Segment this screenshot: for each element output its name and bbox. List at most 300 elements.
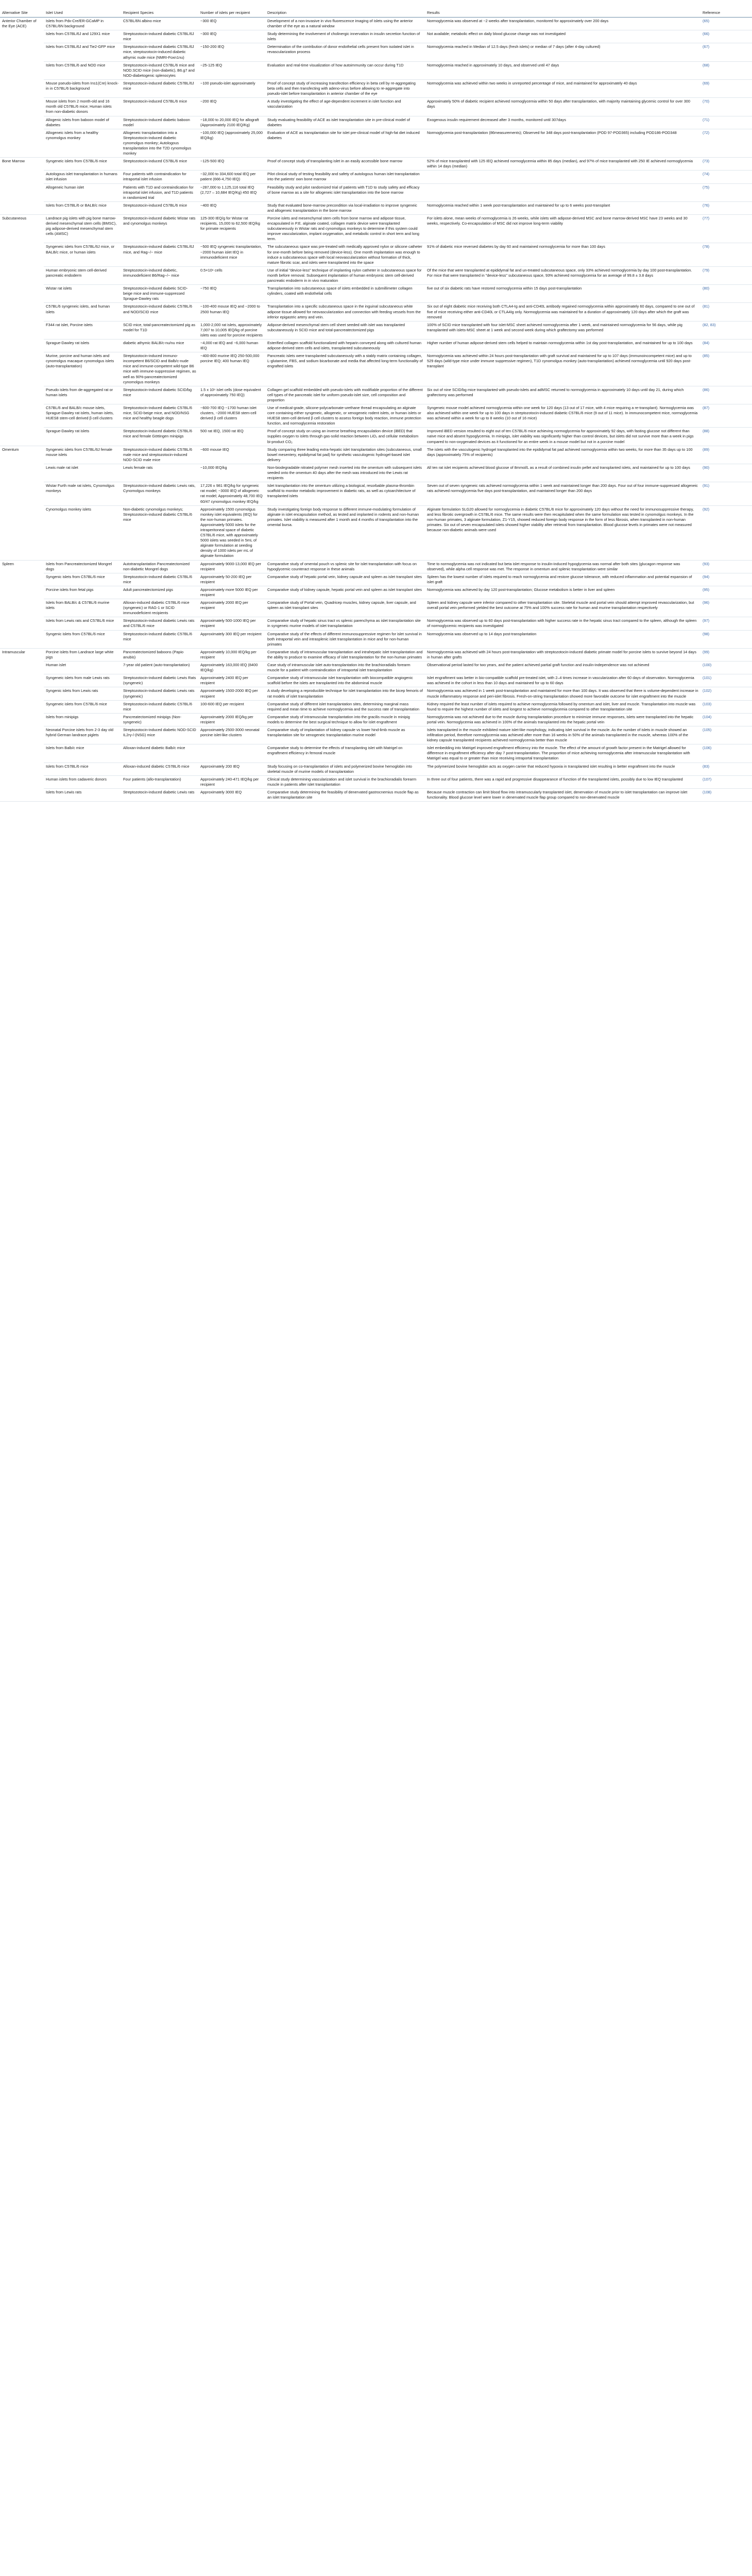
recipient-species-cell: Streptozotocin-induced diabetic Lewis rats and C57BL/6 mice [121,617,198,630]
table-row [0,321,752,339]
islet-used-cell: Islets from Lewis rats and C57BL/6 mice [44,617,121,630]
alternative-site-cell [0,171,44,183]
recipient-species-cell: Streptozotocin-induced C57BL/6 mice [121,98,198,116]
alternative-site-cell [0,428,44,446]
alternative-site-cell [0,266,44,284]
table-row [0,404,752,428]
number-of-islets-cell: 500 rat IEQ, 1500 rat IEQ [198,428,265,446]
description-cell: Islet transplantation into the omentum utilizing a biological, resorbable plasma-thrombin scaffold to monitor metabolic improvement in diabetic rats, as well as cytoarchitecture of transplanted islets [265,482,425,505]
alternative-site-cell [0,700,44,713]
alternative-site-cell [0,43,44,61]
recipient-species-cell: Streptozotocin-induced diabetic C57BL/6J mice [121,79,198,97]
table-row [0,129,752,157]
number-of-islets-cell: ~125-500 IEQ [198,158,265,171]
table-row [0,586,752,599]
reference-link[interactable]: (104) [700,713,752,726]
islet-used-cell: Syngeneic islets from C57BL/6 mice [44,158,121,171]
table-row [0,713,752,726]
description-cell: Adipose-derived mesenchymal stem cell sheet seeded with islet was transplanted subcutaneously in SCID mice and total-pancreatectomized pigs [265,321,425,339]
reference-link[interactable]: (68) [700,61,752,79]
table-row [0,243,752,266]
recipient-species-cell: Adult pancreatectomized pigs [121,586,198,599]
number-of-islets-cell: ~287,000 to 1,125,116 total IEQ (2,727 – 10,684 IEQ/Kg) 450 IEQ [198,183,265,201]
results-cell: Six out of nine SCID/bg mice transplanted with pseudo-islets and adMSC returned to normoglycemia in approximately 10 days until day 21, during which graftectomy was performed [425,386,700,404]
description-cell: Comparative study of intramuscular transplantation into the gracilis muscle in minipig models to determine the best surgical technique to allow for islet engraftment [265,713,425,726]
reference-link[interactable]: (96) [700,599,752,617]
table-row [0,560,752,573]
alternative-site-cell [0,762,44,775]
description-cell: Pilot clinical study of testing feasibility and safety of autologous human islet transplantation into the patients' own bone marrow [265,171,425,183]
table-row [0,61,752,79]
table-row [0,464,752,482]
alternative-site-cell [0,464,44,482]
reference-link[interactable]: (77) [700,215,752,243]
description-cell: Determination of the contribution of donor endothelial cells present from isolated islet in revascularization process [265,43,425,61]
table-row [0,505,752,560]
alternative-site-cell [0,630,44,648]
islet-used-cell: Mouse pseudo-islets from Ins1(Cre) knock-in in C57BL/6 background [44,79,121,97]
description-cell: Porcine islets and mesenchymal stem cells from bone marrow and adipose tissue, encapsulated in P.E. alginate coated, collagen matrix device were transplanted subcutaneously in Wistar rats and cynomolgus monkeys to determine if this system could improve vascularization, implant oxygenation, and metabolic control in short term and long term. [265,215,425,243]
reference-link[interactable]: (103) [700,700,752,713]
results-cell: Not available; metabolic effect on daily blood glucose change was not investigated [425,30,700,43]
table-row [0,630,752,648]
alternative-site-cell [0,201,44,214]
reference-link[interactable]: (93) [700,560,752,573]
islet-transplant-sites-table [0,0,752,802]
table-row [0,428,752,446]
reference-link[interactable]: (75) [700,183,752,201]
results-cell: Kidney required the least number of islets required to achieve normoglycemia followed by omentum and islet, liver and muscle. Transplantation into muscle was found to require the highest number of islets and longest to achieve normoglycemia compared to other transplantation site [425,700,700,713]
islet-used-cell: Islets from Pancreatectomized Mongrel dogs [44,560,121,573]
alternative-site-cell: Omentum [2,447,19,452]
islet-used-cell: Human embryonic stem cell-derived pancreatic endoderm [44,266,121,284]
recipient-species-cell: Pancreatectomized minipigs (Non-syngeneic) [121,713,198,726]
islet-used-cell: Syngenic islets from C57BL/6 mice [44,573,121,586]
alternative-site-cell [0,183,44,201]
description-cell: Comparative study to determine the effects of transplanting islet with Matrigel on engraftment efficiency in femoral muscle [265,744,425,762]
results-cell [425,183,700,201]
number-of-islets-cell: Approximately 2500-3000 neonatal porcine islet-like clusters [198,726,265,744]
recipient-species-cell: Allogeneic transplantation into a Streptozotocin-induced diabetic cynomolgus monkey; Autologous transplantation into the T2D cynomolgus monkey [121,129,198,157]
results-cell: Islets transplanted in the muscle exhibited mature islet-like morphology, indicating islet survival in the muscle. As the number of islets in muscle showed an infiltration period, therefore normoglycemia was achieved after more than 16 weeks in 50% of the animals transplanted in the muscle, whereas 100% of the kidney capsule transplanted recipients achieved normoglycemia better than muscle [425,726,700,744]
alternative-site-cell [0,129,44,157]
alternative-site-cell [0,586,44,599]
recipient-species-cell: Streptozotocin-induced diabetic SCID-beige mice and immune-suppressed Sprague-Dawley rats [121,285,198,303]
islet-used-cell: Islets from Pdx-Cre/ER-GCaMP in C57BL/6N background [44,18,121,30]
islet-used-cell: Pseudo islets from de-aggregated rat or human islets [44,386,121,404]
recipient-species-cell: Streptozotocin-induced diabetic SCID/bg mice [121,386,198,404]
results-cell: 91% of diabetic mice reversed diabetes by day 60 and maintained normoglycemia for more than 100 days [425,243,700,266]
reference-link[interactable]: (91) [700,482,752,505]
islet-used-cell: Allogenic islets from baboon model of diabetes [44,116,121,129]
reference-link[interactable]: (67) [700,43,752,61]
number-of-islets-cell: 0.5×10⁶ cells [198,266,265,284]
number-of-islets-cell: 1.5 x 10⁶ islet cells (dose equivalent of approximately 750 IEQ) [198,386,265,404]
islet-used-cell: Syngeneic islets from male Lewis rats [44,674,121,687]
table-row [0,700,752,713]
reference-link[interactable]: (66) [700,30,752,43]
number-of-islets-cell [198,744,265,762]
results-cell: Approximately 50% of diabetic recipient achieved normoglycemia within 50 days after transplantation, with majority maintaining glycemic control for over 300 days [425,98,700,116]
results-cell: The polymerized bovine hemoglobin acts as oxygen carrier that reduced hypoxia in transplanted islet resulting in better engraftment into the muscle [425,762,700,775]
alternative-site-cell [0,775,44,788]
table-row [0,386,752,404]
table-row [0,573,752,586]
number-of-islets-cell: Approximately 1500-2000 IEQ per recipient [198,687,265,700]
islet-used-cell: Allogeneic human islet [44,183,121,201]
alternative-site-cell [0,339,44,352]
recipient-species-cell: SCID mice, total-pancreatectomized pig as model for T1D [121,321,198,339]
alternative-site-cell [0,788,44,801]
description-cell: Comparative study of implantation of kidney capsule vs lower hind-limb muscle as transplantation site for xenogeneic transplantation murine model [265,726,425,744]
islet-used-cell: Islets from C57BL/6 and NOD mice [44,61,121,79]
results-cell: Normoglycemia was achieved in 1 week post-transplantation and maintained for more than 100 days. It was observed that there is volume-dependent increase in muscle inflammatory response and peri-islet fibrosis. Fresh-on-string transplantation showed more favorable outcome for islet engraftment into the muscle [425,687,700,700]
results-cell: Normoglycemia was achieved within 24 hours post-transplantation with graft survival and maintained for up to 107 days (immunoincompetent mice) and up to 529 days (wild-type mice under immune suppressive regimen), T1D cynomolgus monkey (auto-transplantation) achieved normoglycemia until 920 days post-transplant [425,352,700,386]
number-of-islets-cell: 17,226 ± 981 IEQ/kg for syngeneic rat model; ~3000 IEQ of allogeneic rat model; Approximately 48,700 IEQ 60/47 cynomolgus monkey IEQ/kg [198,482,265,505]
results-cell: Normoglycemia was not achieved due to the muscle during transplantation procedure to minimize immune responses, islets were transplanted into the hepatic portal vein. Normoglycemia was achieved in 100% of the animals transplanted into the hepatic portal vein [425,713,700,726]
description-cell: A study investigating the effect of age-dependent increment in islet function and vascularization [265,98,425,116]
description-cell: Study determining the involvement of cholinergic innervation in insulin secretion function of islets [265,30,425,43]
results-cell: In three out of four patients, there was a rapid and progressive disappearance of function of the transplanted islets, possibly due to low IEQ transplanted [425,775,700,788]
table-row [0,674,752,687]
alternative-site-cell: Subcutaneous [2,216,27,221]
results-cell: Normoglycemia reached within 1 week post-transplantation and maintained for up to 6 weeks post-transplant [425,201,700,214]
recipient-species-cell: Autotransplantation Pancreatectomized non-diabetic Mongrel dogs [121,560,198,573]
number-of-islets-cell: Approximately 3000 IEQ [198,788,265,801]
alternative-site-cell [0,573,44,586]
recipient-species-cell: Streptozotocin-induced diabetic C57BL/6 mice [121,700,198,713]
table-row [0,266,752,284]
number-of-islets-cell: ~300 IEQ [198,18,265,30]
recipient-species-cell: Streptozotocin-induced diabetic C57BL/6 mice [121,630,198,648]
alternative-site-cell [0,687,44,700]
reference-link[interactable]: (90) [700,464,752,482]
number-of-islets-cell: Approximately 2400 IEQ per recipient [198,674,265,687]
islet-used-cell: Wistar Furth male rat islets, Cynomolgus monkeys [44,482,121,505]
number-of-islets-cell: ~10,000 IEQ/kg [198,464,265,482]
description-cell: Transplantation into subcutaneous space of islets embedded in submillimeter collagen cylinders, coated with endothelial cells [265,285,425,303]
column-header-number-of-islets: Number of islets per recipient [198,0,265,18]
number-of-islets-cell: ~100 pseudo-islet approximately [198,79,265,97]
reference-link[interactable]: (89) [700,446,752,464]
reference-link[interactable]: (70) [700,98,752,116]
reference-link[interactable]: (107) [700,775,752,788]
recipient-species-cell: Four patients (allo-transplantation) [121,775,198,788]
description-cell: Study evaluating feasibility of ACE as islet transplantation site in pre-clinical model of diabetes [265,116,425,129]
reference-link[interactable]: (79) [700,266,752,284]
description-cell: Comparative study of omental pouch vs splenic site for islet transplantation with focus on hypoglycemic counteract response in these animals [265,560,425,573]
table-row [0,18,752,30]
number-of-islets-cell: ~500 IEQ syngeneic transplantation, ~2000 human islet IEQ in immunodeficient mice [198,243,265,266]
table-row [0,446,752,464]
recipient-species-cell: Streptozotocin-induced diabetic Lewis rats, Cynomolgus monkeys [121,482,198,505]
recipient-species-cell: Alloxan-induced diabetic C57BL/6 mice [121,762,198,775]
reference-link[interactable]: (74) [700,171,752,183]
table-row [0,215,752,243]
number-of-islets-cell: Approximately 300 IEQ per recipient [198,630,265,648]
alternative-site-cell: Spleen [2,561,14,566]
reference-link[interactable]: (83) [700,762,752,775]
description-cell: The subcutaneous space was pre-treated with medically approved nylon or silicone catheter for one-month before being removed (device-less). One month implantation was enough to induce a subcutaneous space with local neovascularization without formation of thick, mature fibrotic scar, and islets were transplanted into the space [265,243,425,266]
alternative-site-cell [0,116,44,129]
table-header-row [0,0,752,18]
reference-link[interactable]: (106) [700,744,752,762]
alternative-site-cell [0,713,44,726]
reference-link[interactable]: (102) [700,687,752,700]
islet-used-cell: Syngeneic islets from C57BL/6 mice [44,700,121,713]
description-cell: Evaluation of ACE as transplantation site for islet pre-clinical model of high-fat diet induced diabetes [265,129,425,157]
recipient-species-cell: Streptozotocin-induced diabetic C57BL/6 mice and female Göttingen minipigs [121,428,198,446]
table-row [0,201,752,214]
results-cell: Observational period lasted for two years, and the patient achieved partial graft function and insulin-independence was not achieved [425,662,700,674]
description-cell: Non-biodegradable nitrated polymer mesh inserted into the omentum with subsequent islets seeded onto the omentum 40 days after the mesh was introduced into the Lewis rat recipients [265,464,425,482]
results-cell: 100% of SCID mice transplanted with four islet-MSC sheet achieved normoglycemia after 1 week, and maintained normoglycemia for 56 days, while pig transplanted with islets-MSC sheet at 1 week and second week during which graftectomy was performed [425,321,700,339]
results-cell: Higher number of human adipose-derived stem cells helped to maintain normoglycemia within 1st day post-transplantation, and maintained for up to 100 days [425,339,700,352]
reference-link[interactable]: (97) [700,617,752,630]
reference-link[interactable]: (69) [700,79,752,97]
recipient-species-cell: Streptozotocin-induced diabetic Lewis rats [121,788,198,801]
alternative-site-cell [0,61,44,79]
table-row [0,339,752,352]
table-row [0,775,752,788]
recipient-species-cell: Streptozotocin-induced diabetic Lewis rats (syngeneic) [121,687,198,700]
number-of-islets-cell: ~600-700 IEQ ~1700 human islet clusters, ~2000 HUES8 stem-cell derived β cell clusters [198,404,265,428]
description-cell: Comparative study of the effects of different immunosuppressive regimen for islet survival in both intraportal vein and intrasplenic islet transplantation in mice and for non-human primates [265,630,425,648]
description-cell: Comparative study of different islet transplantation sites, determining marginal mass required and mean time to achieve normoglycemia and the success rate of transplantation [265,700,425,713]
islet-used-cell: Human islet [44,662,121,674]
table-row [0,79,752,97]
islet-used-cell: F344 rat islet, Porcine islets [44,321,121,339]
description-cell: Transplantation into a specific subcutaneous space in the inguinal subcutaneous white adipose tissue allowed for neovascularization and connection with feeding vessels from the inferior epigastric artery and vein. [265,303,425,321]
alternative-site-cell [0,79,44,97]
islet-used-cell: Islets from C57BL/6J and 129X1 mice [44,30,121,43]
table-row [0,617,752,630]
reference-link[interactable]: (99) [700,648,752,661]
reference-link[interactable]: (82, 83) [700,321,752,339]
results-cell: Six out of eight diabetic mice receiving both CTLA4-Ig and anti-CD40L antibody regained normoglycemia within approximately 60 days, compared to one out of five of mice receiving either anti-CD40L or CTLA4Ig only. Normoglycemia was maintained for a duration of approximately 120 days after which the graft was removed [425,303,700,321]
islet-used-cell: Human islets from cadaveric donors [44,775,121,788]
reference-link[interactable]: (101) [700,674,752,687]
number-of-islets-cell: ~100,000 IEQ (approximately 25,000 IEQ/kg) [198,129,265,157]
reference-link[interactable]: (76) [700,201,752,214]
alternative-site-cell [0,599,44,617]
reference-link[interactable]: (71) [700,116,752,129]
description-cell: Comparative study of intramuscular islet transplantation with biocompatible angiogenic scaffold before the islets are transplanted into the abdominal muscle [265,674,425,687]
table-row [0,285,752,303]
islet-used-cell: Syngenic islets from Lewis rats [44,687,121,700]
islet-used-cell: Sprague-Dawley rat islets [44,339,121,352]
reference-link[interactable]: (81) [700,303,752,321]
recipient-species-cell: 7-year old patient (auto-transplantation) [121,662,198,674]
number-of-islets-cell: ~100-400 mouse IEQ and ~2000 to 2500 human IEQ [198,303,265,321]
number-of-islets-cell: ~750 IEQ [198,285,265,303]
description-cell: Proof of concept study of transplanting islet in an easily accessible bone marrow [265,158,425,171]
islet-used-cell: Sprague-Dawley rat islets [44,428,121,446]
table-row [0,662,752,674]
results-cell: Normoglycemia was observed at ~2 weeks after transplantation, monitored for approximately over 200 days [425,18,700,30]
number-of-islets-cell: Approximately 163,000 IEQ (8400 IEQ/kg) [198,662,265,674]
results-cell: 52% of mice transplanted with 125 IEQ achieved normoglycemia within 85 days (median), and 97% of mice transplanted with 250 IE achieved normoglycemia within 14 days (median) [425,158,700,171]
reference-link[interactable]: (100) [700,662,752,674]
number-of-islets-cell: Approximately 240-471 IEQ/kg per recipient [198,775,265,788]
number-of-islets-cell: 125-300 IEQ/g for Wistar rat recipients, 15,000 to 62,500 IEQ/kg for primate recipients [198,215,265,243]
results-cell: The islets with the vasculogenic hydrogel transplanted into the epididymal fat pad achieved normoglycemia within two weeks, for more than 35 days up to 100 days (approximately 75% of recipients) [425,446,700,464]
islet-used-cell: Murine, porcine and human islets and cynomolgus macaque cynomolgus islets (auto-transplantation) [44,352,121,386]
results-cell: Exogenous insulin requirement decreased after 3 months, monitored until 307days [425,116,700,129]
islet-used-cell: Mouse islets from 2 month-old and 16 month old C57BL/6 mice; Human islets from non-diabetic donors [44,98,121,116]
islet-used-cell: Cynomolgus monkey islets [44,505,121,560]
table-body [0,18,752,802]
results-cell: Seven out of seven syngeneic rats achieved normoglycemia within 1 week and maintained longer than 200 days. Four out of four immune-suppressed allogeneic rats achieved normoglycemia five days post-transplantation, and maintained longer than 200 days [425,482,700,505]
description-cell: Use of medical-grade, silicone-polycarbonate-urethane thread encapsulating an alginate core containing either syngeneic, allogeneic, or xenogeneic rodent islets, or human islets or HUES8 stem-cell derived β cell clusters to assess foreign body reaction, immune protection function, and normoglycemia restoration [265,404,425,428]
alternative-site-cell [0,482,44,505]
table-row [0,171,752,183]
islet-used-cell: Islets from BALB/c & C57BL/6 murine islets [44,599,121,617]
alternative-site-cell [0,617,44,630]
description-cell: Use of initial "device-less" technique of implanting nylon catheter in subcutaneous space for month before removal. Subsequent implantation of human embryonic stem cell-derived pancreatic endoderm in in vivo maturation [265,266,425,284]
number-of-islets-cell: Approximately 500-1000 IEQ per recipient [198,617,265,630]
results-cell: Normoglycemia was observed up to 14 days post-transplantation [425,630,700,648]
results-cell: Spleen and kidney capsule were inferior compared to other transplantation site. Skeletal muscle and portal vein should attempt improved revascularization, but overall portal vein performed yielded the best outcome at 75% and 100% success rate for human and murine transplantation respectively [425,599,700,617]
number-of-islets-cell: ~25-125 IEQ [198,61,265,79]
column-header-results: Results [425,0,700,18]
reference-link[interactable]: (94) [700,573,752,586]
islet-used-cell: C57BL/6 and BALB/c mouse islets, Sprague-Dawley rat islets, human islets, HUES8 stem-cell derived β cell clusters [44,404,121,428]
results-cell: Normoglycemia reached in approximately 10 days, and observed until 47 days [425,61,700,79]
column-header-recipient-species: Recipient Species [121,0,198,18]
description-cell: Proof of concept study of increasing transfection efficiency in beta cell by re-aggregating beta cells and then transfecting with adeno-virus before allowing to re-aggregate into pseudo-islet before transplantation in anterior chamber of the eye [265,79,425,97]
table-row [0,599,752,617]
alternative-site-cell [0,285,44,303]
results-cell: Normoglycemia was observed up to 60 days post-transplantation with higher success rate in the hepatic sinus tract compared to the spleen, although the spleen of normoglycemic recipients was investigated [425,617,700,630]
number-of-islets-cell: ~18,000 to 20,000 IEQ for allograft (Approximately 2100 IEQ/Kg) [198,116,265,129]
alternative-site-cell: Bone Marrow [2,159,25,164]
reference-link[interactable]: (87) [700,404,752,428]
reference-link[interactable]: (88) [700,428,752,446]
recipient-species-cell: Streptozotocin-induced immuno-incompetent B6/SCID and Balb/c-nude mice and immune-competent wild-type B6 mice with immune-suppressive regimen, as well as 90%-pancreatectomized cynomolgus monkeys [121,352,198,386]
recipient-species-cell: Streptozotocin-induced C57BL/6 mice [121,158,198,171]
islet-used-cell: Islets from minipigs [44,713,121,726]
reference-link[interactable]: (95) [700,586,752,599]
recipient-species-cell: Streptozotocin-induced C57BL/6 mice [121,201,198,214]
table-row [0,762,752,775]
number-of-islets-cell: Approximately 2000 IEQ/kg per recipient [198,713,265,726]
table-row [0,352,752,386]
results-cell: Normoglycemia post-transplantation (86measurements); Observed for 348 days post-transplantation (POD 97-POD365) including POD186-POD348 [425,129,700,157]
reference-link[interactable]: (80) [700,285,752,303]
description-cell: Clinical study determining vascularization and islet survival in the brachioradialis forearm muscle in patients after islet transplantation [265,775,425,788]
recipient-species-cell: Streptozotocin-induced diabetic Wistar rats and cynomolgus monkeys [121,215,198,243]
table-row [0,30,752,43]
recipient-species-cell: Patients with T1D and contraindication for intraportal islet infusion, and T1D patients in randomized trial [121,183,198,201]
number-of-islets-cell: Approximately 1500 cynomolgus monkey islet equivalents (IEQ) for the non-human primates. Approximately 5000 islets for the intraperitoneal space of diabetic C57BL/6 mice, with approximately 5000 islets was seeded in 5mL of alginate formulation at seeding density of 1000 islets per mL of alginate formulation [198,505,265,560]
description-cell: Comparative study of hepatic portal vein, kidney capsule and spleen as islet transplant sites [265,573,425,586]
recipient-species-cell: diabetic athymic BALB/c-nu/nu mice [121,339,198,352]
number-of-islets-cell: Approximately 10,000 IEQ/kg per recipient [198,648,265,661]
number-of-islets-cell: ~400 IEQ [198,201,265,214]
islet-used-cell: Syngeneic islets from C57BL/6J female mouse islets [44,446,121,464]
description-cell: Study investigating foreign body response to different immune-modulating formulation of alginate in islet encapsulation method, as tested and implanted in rodents and non-human primates. Islet viability is measured after 1 month and 4 months of transplantation into the omental bursa. [265,505,425,560]
description-cell: Comparative study determining the feasibility of denervated gastrocnemius muscle flap as an islet transplantation site [265,788,425,801]
recipient-species-cell: Streptozotocin-induced diabetic C57BL/6 mice [121,573,198,586]
alternative-site-cell: Intramuscular [2,649,25,654]
number-of-islets-cell: 1,000-2,000 rat islets, approximately 7,007 to 10,005 IEQ/kg of porcine islets was used for porcine recipients [198,321,265,339]
number-of-islets-cell: ~150-200 IEQ [198,43,265,61]
alternative-site-cell [0,662,44,674]
reference-link[interactable]: (92) [700,505,752,560]
recipient-species-cell: C57BL/6N albino mice [121,18,198,30]
alternative-site-cell [0,744,44,762]
islet-used-cell: Islets from C57BL/6J and Tie2-GFP mice [44,43,121,61]
reference-link[interactable]: (98) [700,630,752,648]
description-cell: Feasibility study and pilot randomized trial of patients with T1D to study safety and efficacy of bone marrow as a site for allogeneic islet transplantation into the bone marrow [265,183,425,201]
reference-link[interactable]: (65) [700,18,752,30]
islet-used-cell: Landrace pig islets with pig bone marrow-derived mesenchymal stem cells (BMSC), pig adipose-derived mesenchymal stem cells (AMSC) [44,215,121,243]
reference-link[interactable]: (78) [700,243,752,266]
number-of-islets-cell: Approximately more 5000 IEQ per recipient [198,586,265,599]
description-cell: Evaluation and real-time visualization of how autoimmunity can occur during T1D [265,61,425,79]
description-cell: Development of a non-invasive in vivo fluorescence imaging of islets using the anterior chamber of the eye as a natural window [265,18,425,30]
islet-used-cell: Islets from Lewis rats [44,788,121,801]
table-row [0,687,752,700]
recipient-species-cell: Streptozotocin-induced diabetic Lewis Rats (syngeneic) [121,674,198,687]
islet-used-cell: Syngenic islets from C57BL/6 mice [44,630,121,648]
alternative-site-cell [0,674,44,687]
column-header-islet-used: Islet Used [44,0,121,18]
reference-link[interactable]: (105) [700,726,752,744]
reference-link[interactable]: (73) [700,158,752,171]
results-cell: Syngeneic mouse model achieved normoglycemia within one week for 120 days (13 out of 17 mice, with 4 mice requiring a re-transplant). Normoglycemia was also achieved within one week for up to 100 days in streptozotocin-induced diabetic C57BL/6 mice (9 out of 11 mice). In immunocompetent mice, normoglycemia was achieved within a week for up to 8 weeks (10 out of 16 mice) [425,404,700,428]
table-row [0,43,752,61]
results-cell: All ten rat islet recipients achieved blood glucose of 8mmol/L as a result of combined insulin pellet and transplanted islets, and maintained for up to 100 days [425,464,700,482]
results-cell: Because muscle contraction can limit blood flow into intramuscularly transplanted islet, denervation of muscle prior to islet transplantation can improve islet functionality. Blood glucose level were lower in denervated muscle flap group compared to non-denervated muscle [425,788,700,801]
number-of-islets-cell: Approximately 9000-13,000 IEQ per recipient [198,560,265,573]
reference-link[interactable]: (86) [700,386,752,404]
alternative-site-cell: Anterior Chamber of the Eye (ACE) [2,19,37,29]
recipient-species-cell: Streptozotocin-induced diabetic C57BL/6 mice, SCID-beige mice, and NOD/NSG mice and healthy beagle dogs [121,404,198,428]
number-of-islets-cell: ~300 IEQ [198,30,265,43]
description-cell: Comparative study of Portal vein, Quadricep muscles, kidney capsule, liver capsule, and spleen as islet transplant sites [265,599,425,617]
results-cell: Spleen has the lowest number of islets required to reach normoglycemia and restore glucose tolerance, with reduced inflammation and potential expansion of islet graft [425,573,700,586]
results-cell [425,171,700,183]
results-cell: Alginate formulation SLG20 allowed for normoglycemia in diabetic C57BL/6 mice for approximately 120 days without the need for immunosuppressive therapy, and less fibrotic overgrowth in C57BL/6 mice. The same results were then recapitulated when the same formulation was tested in cynomolgus monkeys. In the non-human primates, 3 alginate formulation, Z1-Y15, showed reduced foreign body response in the form of less fibrosis, when transplanted in non-human primates. Six out of seven encapsulated islets showed higher viability after retrieval from transplantation. Blood glucose levels in primates were not measured because non-diabetic animals were used [425,505,700,560]
recipient-species-cell: Streptozotocin-induced diabetic, immunodeficient B6/Rag−/− mice [121,266,198,284]
reference-link[interactable]: (108) [700,788,752,801]
column-header-alternative-site: Alternative Site [0,0,44,18]
results-cell: Normoglycemia was achieved within two weeks in unreported percentage of mice, and maintained for approximately 40 days [425,79,700,97]
description-cell: Study comparing three leading extra-hepatic islet transplantation sites (subcutaneous, small bowel mesentery, epididymal fat pad) for synthetic vasculogenic hydrogel-based islet delivery [265,446,425,464]
recipient-species-cell: Streptozotocin-induced diabetic baboon model [121,116,198,129]
alternative-site-cell [0,243,44,266]
description-cell: Study that evaluated bone-marrow precondition via local-irradiation to improve syngeneic and allogeneic transplantation in the bone marrow [265,201,425,214]
recipient-species-cell: Streptozotocin-induced diabetic C57BL/6 and NOD/SCID mice [121,303,198,321]
number-of-islets-cell: ~32,000 to 334,600 total IEQ per patient (666-4,750 IEQ) [198,171,265,183]
description-cell: Comparative study of kidney capsule, hepatic portal vein and spleen as islet transplant sites [265,586,425,599]
reference-link[interactable]: (84) [700,339,752,352]
recipient-species-cell: Lewis female rats [121,464,198,482]
column-header-reference: Reference [700,0,752,18]
reference-link[interactable]: (72) [700,129,752,157]
alternative-site-cell [0,98,44,116]
number-of-islets-cell: ~400-800 murine IEQ 250-500,000 porcine IEQ; 400 human IEQ [198,352,265,386]
description-cell: Proof of concept study on using an inverse breathing encapsulation device (iBED) that supplies oxygen to islets through gas-solid reaction between LiO₂ and cellular metabolism bi-product CO₂ [265,428,425,446]
recipient-species-cell: Streptozotocin-induced diabetic C57BL/6 male mice and streptozotocin-induced NOD-SCID male mice [121,446,198,464]
recipient-species-cell: Alloxan-induced diabetic C57BL/6 mice (syngeneic) or RAG-1 or SCID immunodeficient recipients [121,599,198,617]
table-row [0,158,752,171]
reference-link[interactable]: (85) [700,352,752,386]
description-cell: Comparative study of hepatic sinus tract vs splenic parenchyma as islet transplantation site in syngeneic murine models of islet transplantation [265,617,425,630]
alternative-site-cell [0,303,44,321]
